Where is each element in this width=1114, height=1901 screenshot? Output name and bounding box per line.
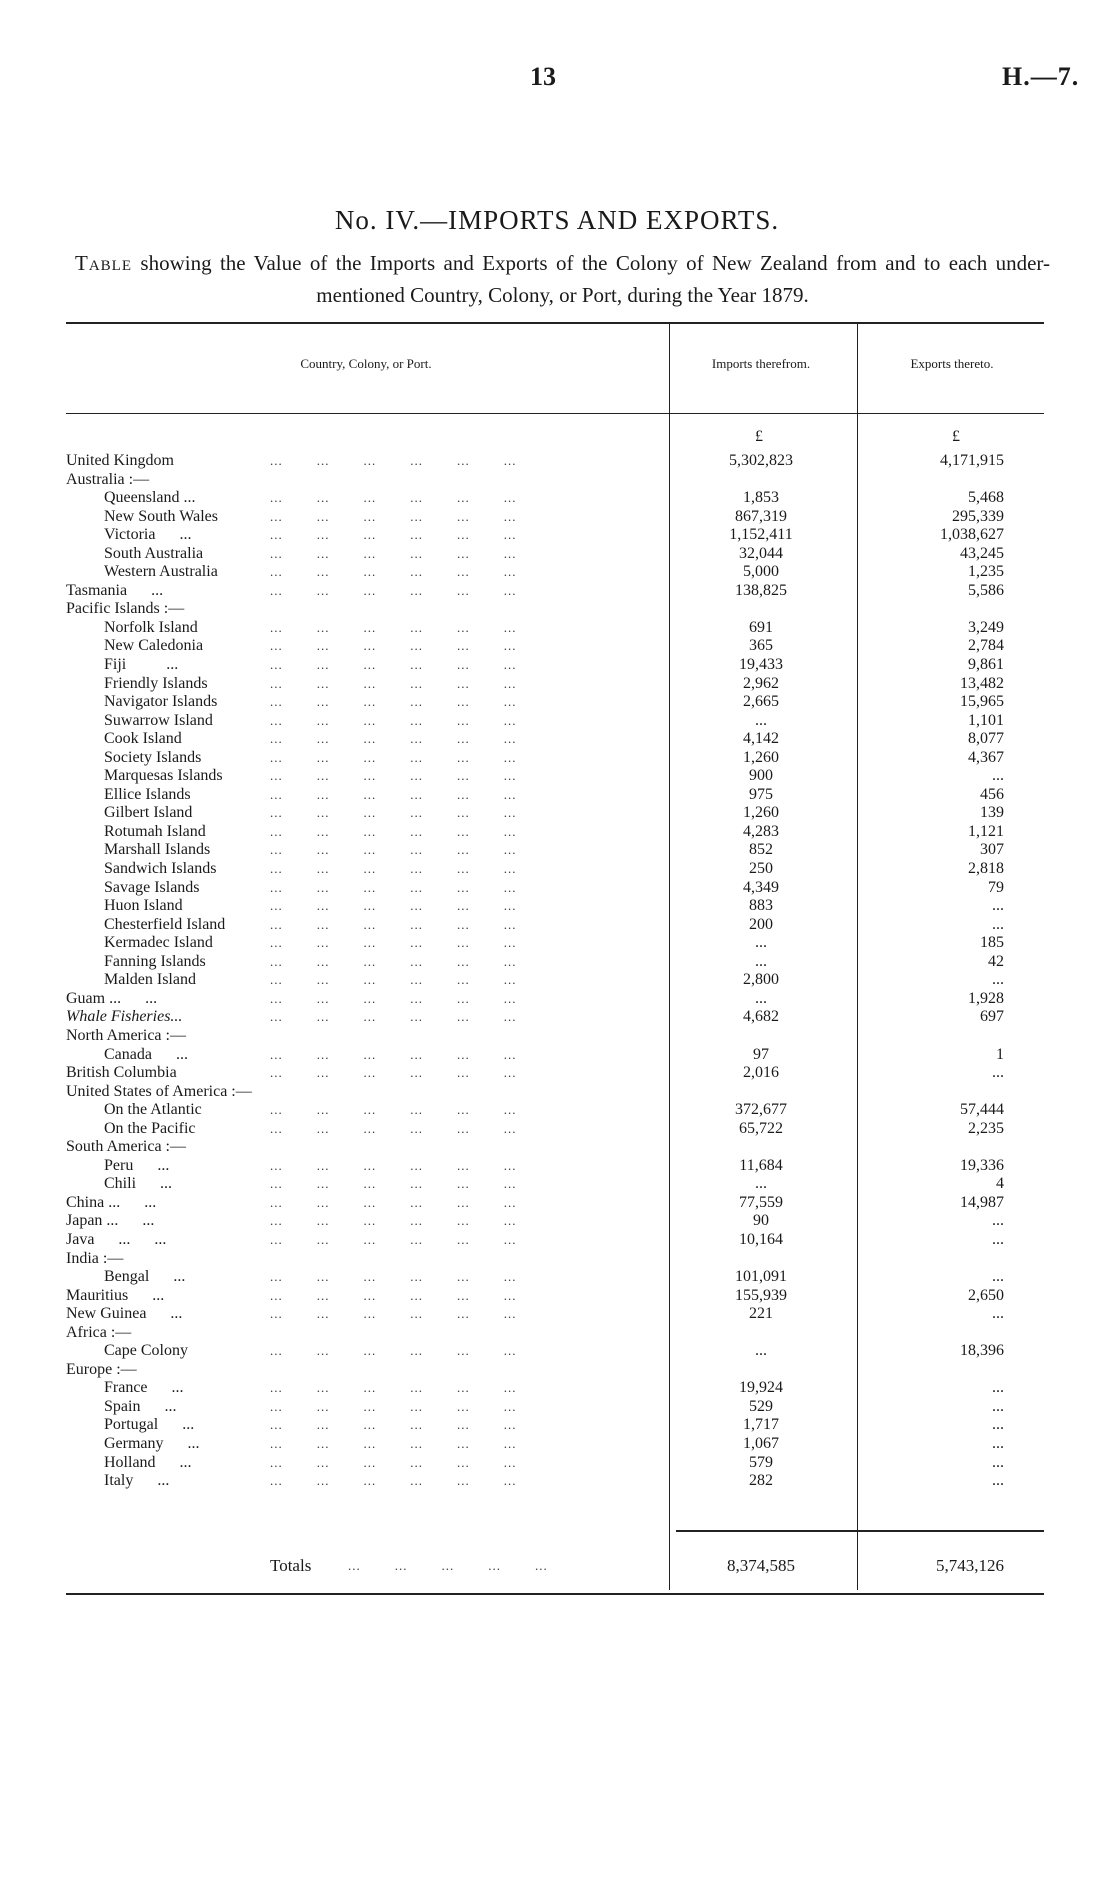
row-exports-value: 8,077 xyxy=(968,730,1004,748)
table-row xyxy=(0,563,1114,582)
row-exports-value: ... xyxy=(992,1453,1004,1471)
imports-currency-symbol: £ xyxy=(755,428,763,445)
row-exports-value: ... xyxy=(992,1212,1004,1230)
table-row xyxy=(0,786,1114,805)
row-leader-dots: ... ... ... ... ... ... xyxy=(270,972,517,988)
row-leader-dots: ... ... ... ... ... ... xyxy=(270,1213,517,1229)
table-row xyxy=(0,767,1114,786)
row-exports-value: 4 xyxy=(996,1175,1004,1193)
table-row xyxy=(0,841,1114,860)
row-label: Queensland ... xyxy=(104,489,200,508)
row-label: Whale Fisheries... xyxy=(66,1008,186,1027)
row-label: Spain ... xyxy=(104,1398,180,1417)
row-leader-dots: ... ... ... ... ... ... xyxy=(270,490,517,506)
row-imports-value: 90 xyxy=(753,1212,769,1230)
table-row xyxy=(0,1157,1114,1176)
table-row xyxy=(0,508,1114,527)
row-imports-value: 65,722 xyxy=(739,1119,783,1137)
row-imports-value: 97 xyxy=(753,1045,769,1063)
row-imports-value: 1,260 xyxy=(743,748,779,766)
row-exports-value: ... xyxy=(992,767,1004,785)
row-label: United Kingdom xyxy=(66,452,178,471)
row-exports-value: 2,235 xyxy=(968,1119,1004,1137)
table-row xyxy=(0,582,1114,601)
table-row xyxy=(0,971,1114,990)
table-row xyxy=(0,1342,1114,1361)
row-imports-value: 4,682 xyxy=(743,1008,779,1026)
table-row xyxy=(0,1064,1114,1083)
row-exports-value: 13,482 xyxy=(960,674,1004,692)
table-row xyxy=(0,749,1114,768)
row-label: Holland ... xyxy=(104,1454,196,1473)
row-label: Tasmania ... xyxy=(66,582,167,601)
table-row xyxy=(0,1379,1114,1398)
row-label: North America :— xyxy=(66,1027,190,1046)
row-exports-value: ... xyxy=(992,915,1004,933)
row-imports-value: 529 xyxy=(749,1397,773,1415)
row-exports-value: ... xyxy=(992,1305,1004,1323)
row-exports-value: 185 xyxy=(980,934,1004,952)
row-leader-dots: ... ... ... ... ... ... xyxy=(270,582,517,598)
table-row xyxy=(0,1287,1114,1306)
table-top-rule xyxy=(66,322,1044,324)
row-imports-value: 10,164 xyxy=(739,1230,783,1248)
row-label: Canada ... xyxy=(104,1046,192,1065)
row-exports-value: 1,235 xyxy=(968,563,1004,581)
row-leader-dots: ... ... ... ... ... ... xyxy=(270,1065,517,1081)
row-imports-value: ... xyxy=(755,711,767,729)
table-row xyxy=(0,712,1114,731)
row-leader-dots: ... ... ... ... ... ... xyxy=(270,1120,517,1136)
row-exports-value: 2,784 xyxy=(968,637,1004,655)
row-imports-value: 250 xyxy=(749,860,773,878)
row-leader-dots: ... ... ... ... ... ... xyxy=(270,1343,517,1359)
row-leader-dots: ... ... ... ... ... ... xyxy=(270,916,517,932)
row-label: Japan ... ... xyxy=(66,1212,158,1231)
row-label: Ellice Islands xyxy=(104,786,195,805)
row-label: United States of America :— xyxy=(66,1083,256,1102)
row-exports-value: 43,245 xyxy=(960,544,1004,562)
row-label: Suwarrow Island xyxy=(104,712,217,731)
row-exports-value: 139 xyxy=(980,804,1004,822)
row-leader-dots: ... ... ... ... ... ... xyxy=(270,638,517,654)
row-imports-value: 579 xyxy=(749,1453,773,1471)
row-imports-value: 2,665 xyxy=(743,693,779,711)
table-row xyxy=(0,1212,1114,1231)
exports-currency-symbol: £ xyxy=(952,428,960,445)
table-row xyxy=(0,823,1114,842)
row-imports-value: 365 xyxy=(749,637,773,655)
row-leader-dots: ... ... ... ... ... ... xyxy=(270,861,517,877)
table-body xyxy=(0,452,1114,1491)
row-label: Huon Island xyxy=(104,897,187,916)
row-imports-value: 155,939 xyxy=(735,1286,787,1304)
row-imports-value: 11,684 xyxy=(739,1156,783,1174)
row-leader-dots: ... ... ... ... ... ... xyxy=(270,731,517,747)
row-imports-value: 867,319 xyxy=(735,507,787,525)
table-row xyxy=(0,545,1114,564)
row-exports-value: 18,396 xyxy=(960,1342,1004,1360)
table-row xyxy=(0,953,1114,972)
row-label: Cook Island xyxy=(104,730,186,749)
table-row xyxy=(0,452,1114,471)
row-imports-value: ... xyxy=(755,1342,767,1360)
row-label: Peru ... xyxy=(104,1157,173,1176)
row-label: Europe :— xyxy=(66,1361,141,1380)
row-imports-value: 19,433 xyxy=(739,656,783,674)
totals-label: Totals xyxy=(270,1556,312,1575)
totals-leader-dots: ... ... ... ... ... xyxy=(348,1558,548,1573)
table-row xyxy=(0,526,1114,545)
row-leader-dots: ... ... ... ... ... ... xyxy=(270,1306,517,1322)
row-label: Java ... ... xyxy=(66,1231,170,1250)
row-imports-value: 4,349 xyxy=(743,878,779,896)
row-imports-value: 138,825 xyxy=(735,581,787,599)
row-exports-value: 1,121 xyxy=(968,822,1004,840)
row-leader-dots: ... ... ... ... ... ... xyxy=(270,1454,517,1470)
row-imports-value: 77,559 xyxy=(739,1193,783,1211)
row-label: Western Australia xyxy=(104,563,222,582)
row-leader-dots: ... ... ... ... ... ... xyxy=(270,1046,517,1062)
row-exports-value: 57,444 xyxy=(960,1101,1004,1119)
table-row xyxy=(0,1083,1114,1102)
row-label: New South Wales xyxy=(104,508,222,527)
row-imports-value: ... xyxy=(755,952,767,970)
table-row xyxy=(0,489,1114,508)
row-leader-dots: ... ... ... ... ... ... xyxy=(270,786,517,802)
row-label: Chili ... xyxy=(104,1175,176,1194)
row-exports-value: ... xyxy=(992,1416,1004,1434)
table-row xyxy=(0,675,1114,694)
row-label: South America :— xyxy=(66,1138,190,1157)
row-imports-value: 32,044 xyxy=(739,544,783,562)
row-label: Sandwich Islands xyxy=(104,860,220,879)
row-label: Friendly Islands xyxy=(104,675,212,694)
row-label: British Columbia xyxy=(66,1064,181,1083)
row-leader-dots: ... ... ... ... ... ... xyxy=(270,1194,517,1210)
row-exports-value: 1,101 xyxy=(968,711,1004,729)
header-bottom-rule xyxy=(66,413,1044,414)
row-exports-value: 2,818 xyxy=(968,860,1004,878)
row-label: New Caledonia xyxy=(104,637,207,656)
row-exports-value: 2,650 xyxy=(968,1286,1004,1304)
row-imports-value: 852 xyxy=(749,841,773,859)
row-label: Bengal ... xyxy=(104,1268,189,1287)
row-leader-dots: ... ... ... ... ... ... xyxy=(270,990,517,1006)
table-row xyxy=(0,1454,1114,1473)
row-label: Guam ... ... xyxy=(66,990,161,1009)
row-leader-dots: ... ... ... ... ... ... xyxy=(270,527,517,543)
row-leader-dots: ... ... ... ... ... ... xyxy=(270,1176,517,1192)
row-exports-value: 19,336 xyxy=(960,1156,1004,1174)
row-imports-value: 372,677 xyxy=(735,1101,787,1119)
column-header-country: Country, Colony, or Port. xyxy=(300,356,432,371)
row-imports-value: ... xyxy=(755,1175,767,1193)
row-leader-dots: ... ... ... ... ... ... xyxy=(270,694,517,710)
table-row xyxy=(0,656,1114,675)
row-label: Kermadec Island xyxy=(104,934,217,953)
table-row xyxy=(0,1008,1114,1027)
row-label: On the Atlantic xyxy=(104,1101,206,1120)
row-label: Portugal ... xyxy=(104,1416,198,1435)
table-row xyxy=(0,1194,1114,1213)
row-label: India :— xyxy=(66,1250,127,1269)
row-label: Italy ... xyxy=(104,1472,173,1491)
row-label: Chesterfield Island xyxy=(104,916,229,935)
row-leader-dots: ... ... ... ... ... ... xyxy=(270,1435,517,1451)
column-header-imports: Imports therefrom. xyxy=(711,356,811,371)
row-imports-value: 691 xyxy=(749,618,773,636)
row-exports-value: 295,339 xyxy=(952,507,1004,525)
row-label: China ... ... xyxy=(66,1194,160,1213)
row-label: Marshall Islands xyxy=(104,841,214,860)
row-leader-dots: ... ... ... ... ... ... xyxy=(270,749,517,765)
row-leader-dots: ... ... ... ... ... ... xyxy=(270,1473,517,1489)
row-leader-dots: ... ... ... ... ... ... xyxy=(270,453,517,468)
row-imports-value: 900 xyxy=(749,767,773,785)
row-imports-value: 5,302,823 xyxy=(729,452,793,469)
table-row xyxy=(0,1305,1114,1324)
table-row xyxy=(0,1120,1114,1139)
table-row xyxy=(0,1138,1114,1157)
row-label: France ... xyxy=(104,1379,188,1398)
row-leader-dots: ... ... ... ... ... ... xyxy=(270,1157,517,1173)
row-exports-value: 1,038,627 xyxy=(940,526,1004,544)
row-label: Fanning Islands xyxy=(104,953,210,972)
row-exports-value: ... xyxy=(992,1434,1004,1452)
row-leader-dots: ... ... ... ... ... ... xyxy=(270,1269,517,1285)
caption-text: showing the Value of the Imports and Exports of the Colony of New Zealand from and to each under-mentioned Country, Colony, or Port, during the Year 1879. xyxy=(132,251,1050,307)
row-label: Pacific Islands :— xyxy=(66,600,188,619)
totals-top-rule xyxy=(676,1530,1044,1532)
row-leader-dots: ... ... ... ... ... ... xyxy=(270,1380,517,1396)
row-leader-dots: ... ... ... ... ... ... xyxy=(270,1009,517,1025)
row-exports-value: ... xyxy=(992,897,1004,915)
row-imports-value: 19,924 xyxy=(739,1379,783,1397)
page-title: No. IV.—IMPORTS AND EXPORTS. xyxy=(334,205,780,235)
row-imports-value: 1,853 xyxy=(743,489,779,507)
row-leader-dots: ... ... ... ... ... ... xyxy=(270,1398,517,1414)
table-row xyxy=(0,1231,1114,1250)
row-imports-value: ... xyxy=(755,934,767,952)
table-row xyxy=(0,1027,1114,1046)
totals-imports: 8,374,585 xyxy=(727,1556,795,1575)
row-imports-value: 975 xyxy=(749,785,773,803)
row-imports-value: 5,000 xyxy=(743,563,779,581)
row-exports-value: 1,928 xyxy=(968,989,1004,1007)
row-exports-value: 4,367 xyxy=(968,748,1004,766)
row-label: On the Pacific xyxy=(104,1120,200,1139)
row-leader-dots: ... ... ... ... ... ... xyxy=(270,898,517,914)
row-exports-value: 14,987 xyxy=(960,1193,1004,1211)
row-label: Norfolk Island xyxy=(104,619,202,638)
column-header-exports: Exports thereto. xyxy=(910,356,994,371)
table-row xyxy=(0,1268,1114,1287)
table-row xyxy=(0,619,1114,638)
table-row xyxy=(0,934,1114,953)
row-imports-value: ... xyxy=(755,989,767,1007)
row-label: Fiji ... xyxy=(104,656,182,675)
row-leader-dots: ... ... ... ... ... ... xyxy=(270,805,517,821)
table-row xyxy=(0,471,1114,490)
row-exports-value: 697 xyxy=(980,1008,1004,1026)
row-leader-dots: ... ... ... ... ... ... xyxy=(270,712,517,728)
row-leader-dots: ... ... ... ... ... ... xyxy=(270,879,517,895)
row-leader-dots: ... ... ... ... ... ... xyxy=(270,842,517,858)
table-row xyxy=(0,1250,1114,1269)
row-exports-value: ... xyxy=(992,1397,1004,1415)
row-label: Malden Island xyxy=(104,971,200,990)
row-leader-dots: ... ... ... ... ... ... xyxy=(270,1231,517,1247)
row-label: Marquesas Islands xyxy=(104,767,227,786)
row-label: Cape Colony xyxy=(104,1342,192,1361)
table-row xyxy=(0,916,1114,935)
table-row xyxy=(0,637,1114,656)
row-exports-value: 42 xyxy=(988,952,1004,970)
table-row xyxy=(0,730,1114,749)
table-row xyxy=(0,1398,1114,1417)
row-label: Society Islands xyxy=(104,749,205,768)
row-imports-value: 1,717 xyxy=(743,1416,779,1434)
row-imports-value: 101,091 xyxy=(735,1268,787,1286)
table-row xyxy=(0,1472,1114,1491)
row-imports-value: 1,152,411 xyxy=(729,526,793,544)
row-label: Africa :— xyxy=(66,1324,135,1343)
row-imports-value: 2,016 xyxy=(743,1064,779,1082)
row-exports-value: ... xyxy=(992,1472,1004,1490)
row-leader-dots: ... ... ... ... ... ... xyxy=(270,675,517,691)
row-imports-value: 883 xyxy=(749,897,773,915)
table-caption xyxy=(75,247,1050,311)
row-exports-value: ... xyxy=(992,1268,1004,1286)
row-leader-dots: ... ... ... ... ... ... xyxy=(270,935,517,951)
row-label: Australia :— xyxy=(66,471,153,490)
row-leader-dots: ... ... ... ... ... ... xyxy=(270,619,517,635)
row-exports-value: 5,468 xyxy=(968,489,1004,507)
table-row xyxy=(0,1361,1114,1380)
row-imports-value: 4,142 xyxy=(743,730,779,748)
row-imports-value: 282 xyxy=(749,1472,773,1490)
row-exports-value: 456 xyxy=(980,785,1004,803)
table-row xyxy=(0,897,1114,916)
row-label: Mauritius ... xyxy=(66,1287,168,1306)
totals-exports: 5,743,126 xyxy=(936,1556,1004,1575)
row-label: Rotumah Island xyxy=(104,823,210,842)
table-row xyxy=(0,990,1114,1009)
table-row xyxy=(0,804,1114,823)
table-row xyxy=(0,1324,1114,1343)
row-imports-value: 2,962 xyxy=(743,674,779,692)
caption-lead: Table xyxy=(75,251,132,275)
row-exports-value: ... xyxy=(992,1064,1004,1082)
row-exports-value: 307 xyxy=(980,841,1004,859)
row-imports-value: 221 xyxy=(749,1305,773,1323)
table-row xyxy=(0,1175,1114,1194)
row-label: New Guinea ... xyxy=(66,1305,186,1324)
row-exports-value: ... xyxy=(992,971,1004,989)
row-leader-dots: ... ... ... ... ... ... xyxy=(270,564,517,580)
table-row xyxy=(0,600,1114,619)
page-number: 13 xyxy=(530,62,556,91)
row-exports-value: 9,861 xyxy=(968,656,1004,674)
row-label: South Australia xyxy=(104,545,207,564)
row-leader-dots: ... ... ... ... ... ... xyxy=(270,823,517,839)
table-row xyxy=(0,1435,1114,1454)
row-leader-dots: ... ... ... ... ... ... xyxy=(270,953,517,969)
table-bottom-rule xyxy=(66,1593,1044,1595)
row-leader-dots: ... ... ... ... ... ... xyxy=(270,545,517,561)
row-leader-dots: ... ... ... ... ... ... xyxy=(270,657,517,673)
row-imports-value: 2,800 xyxy=(743,971,779,989)
document-code: H.—7. xyxy=(1002,62,1080,91)
table-row xyxy=(0,879,1114,898)
row-imports-value: 1,260 xyxy=(743,804,779,822)
row-label: Gilbert Island xyxy=(104,804,196,823)
table-row xyxy=(0,693,1114,712)
table-row xyxy=(0,1101,1114,1120)
row-exports-value: 3,249 xyxy=(968,618,1004,636)
row-imports-value: 1,067 xyxy=(743,1434,779,1452)
row-imports-value: 200 xyxy=(749,915,773,933)
table-row xyxy=(0,860,1114,879)
row-exports-value: 79 xyxy=(988,878,1004,896)
table-row xyxy=(0,1416,1114,1435)
row-label: Germany ... xyxy=(104,1435,204,1454)
row-label: Victoria ... xyxy=(104,526,195,545)
table-row xyxy=(0,1046,1114,1065)
row-exports-value: ... xyxy=(992,1230,1004,1248)
row-label: Navigator Islands xyxy=(104,693,221,712)
row-exports-value: 15,965 xyxy=(960,693,1004,711)
row-label: Savage Islands xyxy=(104,879,204,898)
row-exports-value: 1 xyxy=(996,1045,1004,1063)
row-leader-dots: ... ... ... ... ... ... xyxy=(270,508,517,524)
row-exports-value: 4,171,915 xyxy=(940,452,1004,469)
row-leader-dots: ... ... ... ... ... ... xyxy=(270,1102,517,1118)
row-leader-dots: ... ... ... ... ... ... xyxy=(270,1287,517,1303)
row-exports-value: ... xyxy=(992,1379,1004,1397)
row-leader-dots: ... ... ... ... ... ... xyxy=(270,768,517,784)
row-imports-value: 4,283 xyxy=(743,822,779,840)
row-exports-value: 5,586 xyxy=(968,581,1004,599)
row-leader-dots: ... ... ... ... ... ... xyxy=(270,1417,517,1433)
